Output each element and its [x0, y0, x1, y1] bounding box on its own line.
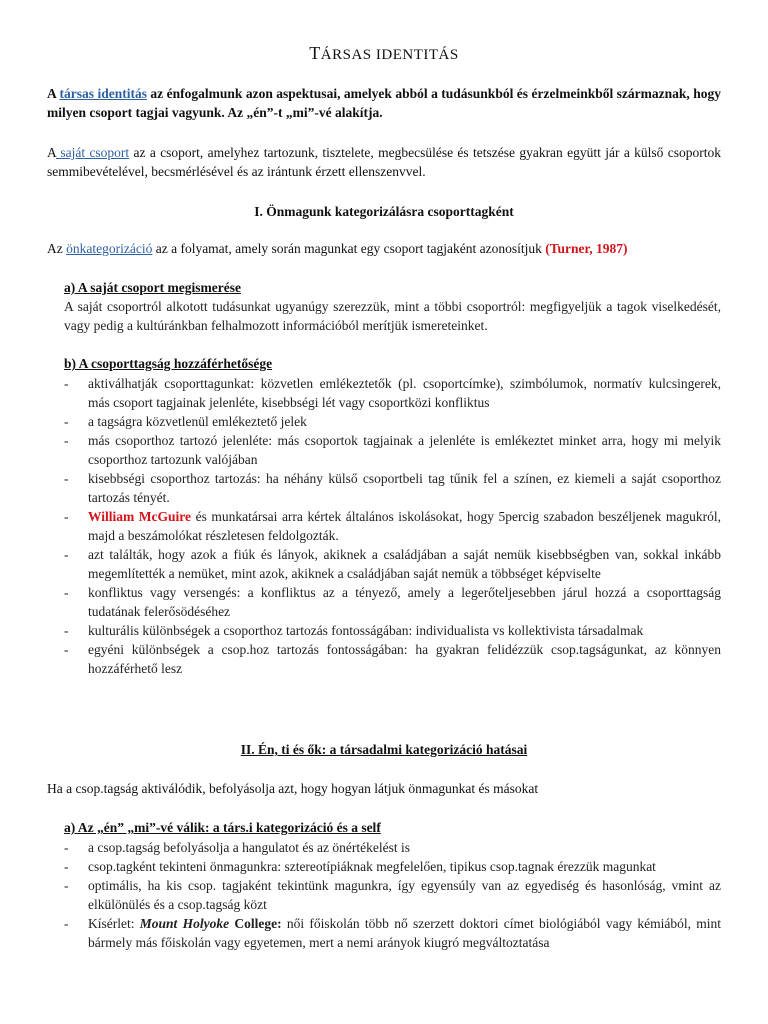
list-1b [64, 374, 721, 678]
section-2-heading: II. Én, ti és ők: a társadalmi kategorizáció hatásai [240, 742, 528, 757]
page-title: TÁRSAS IDENTITÁS [309, 43, 459, 63]
list-item: - Kísérlet: Mount Holyoke College: női főiskolán több nő szerzett doktori címet biológiából vagy kémiából, mint bármely más főiskolán vagy egyetemen, mert a nemi arányok kiugró megváltoztatása [64, 914, 721, 952]
section-2-lead: Ha a csop.tagság aktiválódik, befolyásolja azt, hogy hogyan látjuk önmagunkat és másokat [47, 781, 539, 796]
link-tarsas-identitas[interactable]: társas identitás [59, 86, 147, 101]
paragraph-1a: A saját csoportról alkotott tudásunkat ugyanúgy szerezzük, mint a többi csoportról: megfigyeljük a tagok viselkedését, vagy pedig a kultúránkban felhalmozott információból merítjük ismereteinket. [64, 299, 721, 333]
section-1-lead: Az önkategorizáció az a folyamat, amely során magunkat egy csoport tagjaként azonosítjuk (Turner, 1987) [47, 241, 628, 256]
list-item: - kisebbségi csoporthoz tartozás: ha néhány külső csoportbeli tag tűnik fel a színen, ez kiemeli a saját csoporthoz tartozás tényét. [64, 469, 721, 507]
list-item: - a csop.tagság befolyásolja a hangulatot és az önértékelést is [64, 838, 721, 857]
subheading-2a: a) Az „én” „mi”-vé válik: a társ.i kategorizáció és a self [64, 820, 381, 835]
citation-turner: (Turner, 1987) [545, 241, 628, 256]
subheading-1b: b) A csoporttagság hozzáférhetősége [64, 356, 273, 371]
list-item: - a tagságra közvetlenül emlékeztető jelek [64, 412, 721, 431]
subheading-1a: a) A saját csoport megismerése [64, 280, 241, 295]
list-2a [64, 838, 721, 952]
list-item: - konfliktus vagy versengés: a konfliktus az a tényező, amely a legerőteljesebben járul hozzá a csoporttagság tudatának felerősödéséhez [64, 583, 721, 621]
list-item: - aktiválhatják csoporttagunkat: közvetlen emlékeztetők (pl. csoportcímke), szimbólumok, normatív kulcsingerek, más csoport tagjainak jelenléte, kisebbségi lét vagy csoportközi konfliktus [64, 374, 721, 412]
list-item: - csop.tagként tekinteni önmagunkra: sztereotípiáknak megfelelően, tipikus csop.tagnak érezzük magunkat [64, 857, 721, 876]
section-1-heading: I. Önmagunk kategorizálásra csoporttagként [254, 204, 514, 219]
list-item: - más csoporthoz tartozó jelenléte: más csoportok tagjainak a jelenléte is emlékeztet minket arra, hogy mi melyik csoporthoz tartozunk valójában [64, 431, 721, 469]
list-item: - kulturális különbségek a csoporthoz tartozás fontosságában: individualista vs kollektivista társadalmak [64, 621, 721, 640]
list-item: - azt találták, hogy azok a fiúk és lányok, akiknek a családjában a saját nemük kisebbségben van, sokkal inkább megemlítették a nemüket, mint azok, akiknek a családjában saját nemük a többséget képviselte [64, 545, 721, 583]
own-group-paragraph: A saját csoport az a csoport, amelyhez tartozunk, tisztelete, megbecsülése és tetszése gyakran együtt jár a külső csoportok semmibevételével, becsmérlésével és az irántunk érzett ellenszenvvel. [47, 145, 721, 179]
name-william-mcguire: William McGuire [88, 509, 192, 524]
list-item: - egyéni különbségek a csop.hoz tartozás fontosságában: ha gyakran felidézzük csop.tagságunkat, az könnyen hozzáférhető lesz [64, 640, 721, 678]
intro-paragraph: A társas identitás az énfogalmunk azon aspektusai, amelyek abból a tudásunkból és érzelmeinkből származnak, hogy milyen csoport tagjai vagyunk. Az „én”-t „mi”-vé alakítja. [47, 86, 722, 120]
list-item: - William McGuire és munkatársai arra kértek általános iskolásokat, hogy 5percig szabadon beszéljenek magukról, majd a beszámolókat részletesen feldolgozták. [64, 507, 721, 545]
name-mount-holyoke: Mount Holyoke [139, 916, 230, 931]
link-sajat-csoport[interactable]: saját csoport [56, 145, 130, 160]
list-item: - optimális, ha kis csop. tagjaként tekintünk magunkra, így egyensúly van az egyediség és hasonlóság, vmint az elkülönülés és a csop.tagság közt [64, 876, 721, 914]
link-onkategorizacio[interactable]: önkategorizáció [66, 241, 153, 256]
